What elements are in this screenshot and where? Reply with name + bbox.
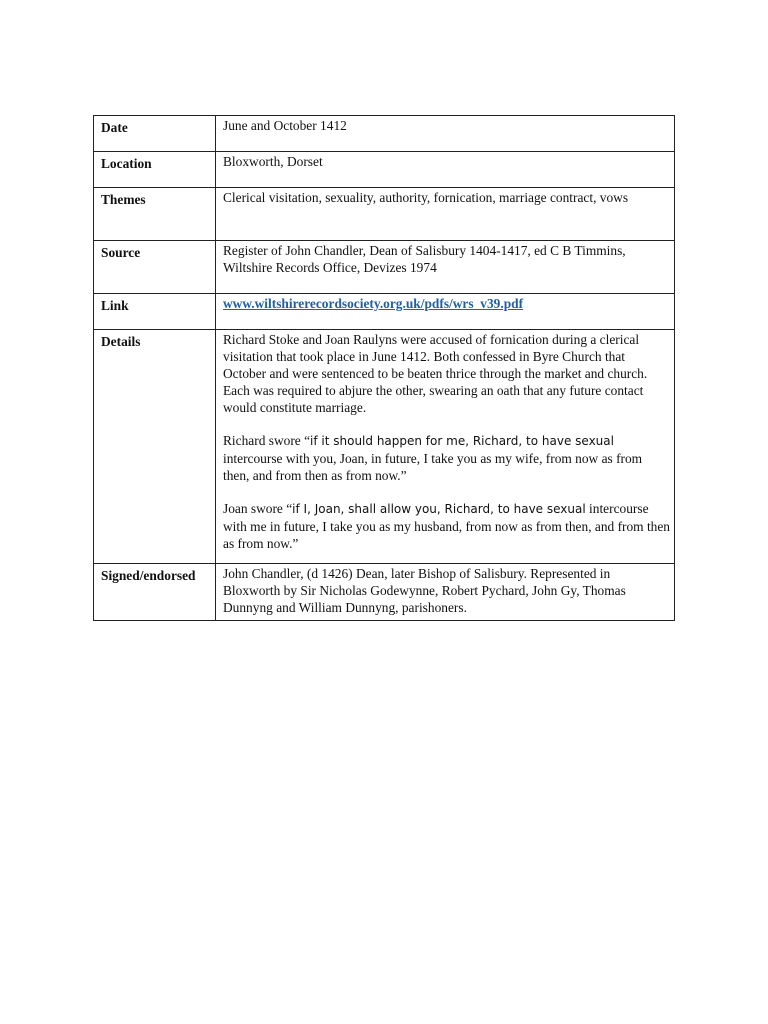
source-value: Register of John Chandler, Dean of Salisbury 1404-1417, ed C B Timmins, Wiltshire Records Office, Devizes 1974 [216, 241, 675, 294]
location-value: Bloxworth, Dorset [216, 152, 675, 188]
richard-oath-lead: Richard swore “ [223, 433, 311, 448]
joan-oath-lead: Joan swore “ [223, 501, 293, 516]
row-location [94, 152, 675, 188]
details-label: Details [94, 330, 216, 564]
themes-value: Clerical visitation, sexuality, authority, fornication, marriage contract, vows [216, 188, 675, 241]
joan-oath-sans: if I, Joan, shall allow you, Richard, to have sexual [292, 502, 586, 516]
row-source [94, 241, 675, 294]
richard-oath-sans: if it should happen for me, Richard, to have sexual [310, 434, 614, 448]
record-table [93, 115, 675, 621]
link-cell [216, 294, 675, 330]
signed-value: John Chandler, (d 1426) Dean, later Bishop of Salisbury. Represented in Bloxworth by Sir Nicholas Godewynne, Robert Pychard, John Gy, Thomas Dunnyng and William Dunnyng, parishoners. [216, 564, 675, 621]
date-value: June and October 1412 [216, 116, 675, 152]
richard-oath-body: intercourse with you, Joan, in future, I take you as my wife, from now as from then, and from then as from now.” [223, 451, 643, 483]
source-label: Source [94, 241, 216, 294]
themes-label: Themes [94, 188, 216, 241]
source-link[interactable]: www.wiltshirerecordsociety.org.uk/pdfs/wrs_v39.pdf [223, 296, 524, 311]
date-label: Date [94, 116, 216, 152]
row-themes [94, 188, 675, 241]
details-paragraph-3 [223, 500, 670, 552]
row-link [94, 294, 675, 330]
link-label: Link [94, 294, 216, 330]
signed-label: Signed/endorsed [94, 564, 216, 621]
row-date [94, 116, 675, 152]
details-paragraph-1: Richard Stoke and Joan Raulyns were accused of fornication during a clerical visitation that took place in June 1412. Both confessed in Byre Church that October and were sentenced to be beaten thrice through the market and church. Each was required to abjure the other, swearing an oath that any future contact would constitute marriage. [223, 332, 648, 415]
row-details [94, 330, 675, 564]
details-paragraph-2 [223, 432, 670, 484]
details-value [216, 330, 675, 564]
location-label: Location [94, 152, 216, 188]
joan-oath-body: intercourse with me in future, I take you as my husband, from now as from then, and from then as from now.” [223, 501, 670, 551]
row-signed [94, 564, 675, 621]
